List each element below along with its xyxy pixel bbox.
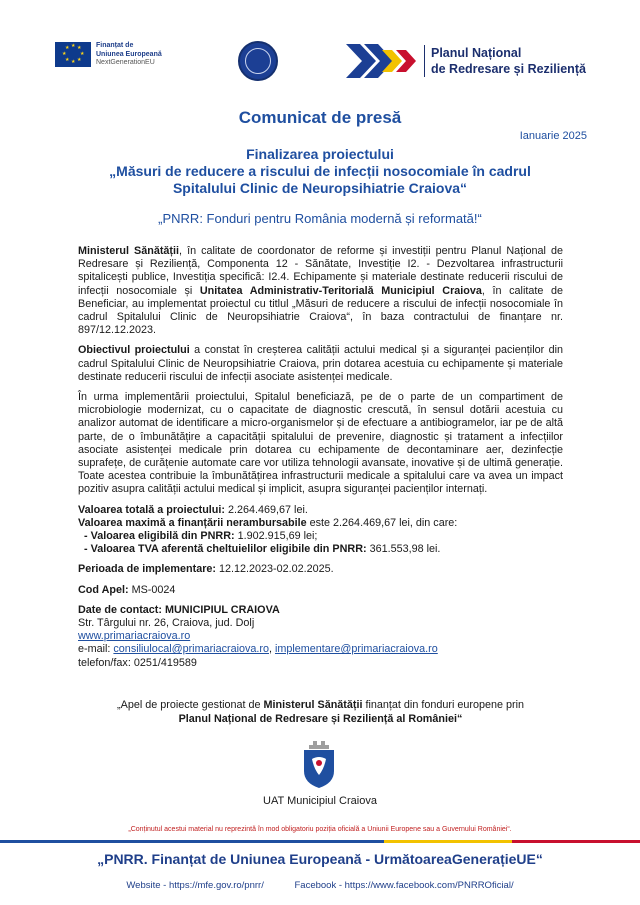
- call-code-label: Cod Apel:: [78, 583, 129, 596]
- contact-row: [78, 604, 563, 617]
- document-title: Comunicat de presă: [238, 108, 402, 127]
- email-separator: ,: [268, 643, 275, 656]
- website-link[interactable]: www.primariacraiova.ro: [78, 630, 191, 643]
- call-text-2: finanțat din fonduri europene prin: [362, 699, 524, 711]
- craiova-coat-of-arms-icon: [300, 741, 338, 789]
- ministry-name: Ministerul Sănătății: [78, 245, 180, 257]
- tva-value-row: [78, 543, 563, 556]
- romanian-government-seal-icon: [238, 41, 278, 81]
- paragraph-intro: [78, 245, 563, 337]
- eu-logo-line1: Finanțat de: [96, 42, 134, 49]
- eu-logo-line3: NextGenerationEU: [96, 59, 155, 66]
- subtitle-line2: „Măsuri de reducere a riscului de infecții nosocomiale în cadrul: [109, 163, 531, 179]
- phone-row: telefon/fax: 0251/419589: [78, 656, 197, 669]
- document-date: Ianuarie 2025: [519, 130, 587, 142]
- pnrr-logo-line2: de Redresare și Reziliență: [431, 62, 586, 76]
- pnrr-logo-line1: Planul Național: [431, 46, 522, 60]
- paragraph-objective: [78, 344, 563, 384]
- total-value: 2.264.469,67 lei.: [225, 503, 308, 516]
- max-financing-value: este 2.264.469,67 lei, din care:: [306, 516, 458, 529]
- intro-text-1: , în calitate de coordonator de reforme și investiții pentru Planul Național de Redresare și Reziliență, Componenta 12 - Sănătate, Investiție I2. - Dezvoltarea infrastructurii spitalicești publice, Investiția specifică: I2.4. Echipamente și materiale destinate reducerii riscului de infecții nosocomiale și: [78, 245, 563, 297]
- beneficiary-name: Unitatea Administrativ-Teritorială Municipiul Craiova: [199, 284, 482, 297]
- footer-divider: [0, 840, 640, 843]
- period-row: [78, 563, 563, 576]
- call-plan-name: Planul Național de Redresare și Reziliență al României“: [178, 713, 463, 725]
- max-financing-label: Valoarea maximă a finanțării nerambursabile: [78, 516, 307, 529]
- email-label: e-mail:: [78, 643, 114, 656]
- eu-flag-icon: ★ ★ ★ ★ ★ ★ ★ ★: [55, 42, 91, 67]
- email-link-implementare[interactable]: implementare@primariacraiova.ro: [274, 643, 438, 656]
- subtitle-line3: Spitalului Clinic de Neuropsihiatrie Craiova“: [172, 180, 468, 196]
- period-value: 12.12.2023-02.02.2025.: [216, 563, 334, 576]
- total-value-label: Valoarea totală a proiectului:: [78, 503, 226, 516]
- footer-website-link[interactable]: Website - https://mfe.gov.ro/pnrr/: [126, 880, 264, 891]
- disclaimer: „Conținutul acestui material nu reprezintă în mod obligatoriu poziția oficială a Uniunii Europene sau a Guvernului României“.: [128, 826, 512, 833]
- max-financing-row: [78, 517, 563, 530]
- eligible-value-label: - Valoarea eligibilă din PNRR:: [84, 530, 235, 543]
- contact-label: Date de contact:: [78, 603, 162, 616]
- call-ministry: Ministerul Sănătății: [263, 699, 363, 711]
- eu-logo-line2: Uniunea Europeană: [96, 50, 162, 58]
- tva-value: 361.553,98 lei.: [366, 543, 441, 556]
- paragraph-results: În urma implementării proiectului, Spitalul beneficiază, pe de o parte de un compartiment de microbiologie modernizat, cu o capacitate de diagnostic crescută, în sensul dotării acestuia cu analizor automat de identificare a micro-organismelor și de efectuare a antibiogramelor, iar pe de altă parte, de o îmbunătățire a capacității spitalului de prevenire, diagnostic și tratament a infecțiilor asociate asistenței medicale prin dotarea cu echipamente de decontaminare aer, dezinfecție suprafețe, de curățenie automate care vor utiliza tehnologii avansate, inovative și de ultimă generație. Toate acestea contribuie la îmbunătățirea infrastructurii medicale a spitalului care va avea un impact pozitiv asupra calității actului medical și implicit, asupra siguranței pacienților internați.: [78, 391, 563, 496]
- contact-address: Str. Târgului nr. 26, Craiova, jud. Dolj: [78, 617, 255, 630]
- subtitle-line1: Finalizarea proiectului: [246, 146, 394, 162]
- call-code-row: [78, 584, 563, 597]
- call-text-1: „Apel de proiecte gestionat de: [117, 699, 264, 711]
- objective-label: Obiectivul proiectului: [78, 344, 190, 357]
- pnrr-slogan: „PNRR: Fonduri pentru România modernă și reformată!“: [158, 211, 482, 226]
- pnrr-logo: [346, 42, 586, 80]
- uat-label: UAT Municipiul Craiova: [263, 795, 377, 807]
- total-value-row: [78, 504, 563, 517]
- document-subtitle: [80, 146, 560, 197]
- tva-value-label: - Valoarea TVA aferentă cheltuielilor eligibile din PNRR:: [84, 543, 367, 556]
- intro-text-2: , în calitate de Beneficiar, au implementat proiectul cu titlul „Măsuri de reducere a riscului de infecții nosocomiale în cadrul Spitalului Clinic de Neuropsihiatrie Craiova“, în baza contractului de finanțare nr. 897/12.12.2023.: [78, 284, 563, 337]
- email-link-consiliu[interactable]: consiliulocal@primariacraiova.ro: [113, 643, 269, 656]
- document-body: [78, 245, 563, 670]
- eligible-value-row: [78, 530, 563, 543]
- footer-slogan: „PNRR. Finanțat de Uniunea Europeană - UrmătoareaGenerațieUE“: [97, 851, 543, 867]
- objective-text: a constat în creșterea calității actului medical și a siguranței pacienților din cadrul Spitalului Clinic de Neuropsihiatrie Craiova, prin dotarea acestuia cu echipamente și materiale destinate reducerii riscului de infecții asociate asistenței medicale.: [78, 344, 563, 383]
- period-label: Perioada de implementare:: [78, 563, 217, 576]
- contact-name: MUNICIPIUL CRAIOVA: [162, 603, 280, 616]
- footer-facebook-link[interactable]: Facebook - https://www.facebook.com/PNRROficial/: [294, 880, 514, 891]
- call-statement: [78, 698, 563, 726]
- eligible-value: 1.902.915,69 lei;: [234, 530, 318, 543]
- pnrr-arrow-logo-icon: [346, 42, 418, 80]
- footer-links: [0, 880, 640, 891]
- eu-funding-logo: [55, 42, 162, 68]
- email-row: [78, 643, 563, 656]
- call-code-value: MS-0024: [128, 583, 176, 596]
